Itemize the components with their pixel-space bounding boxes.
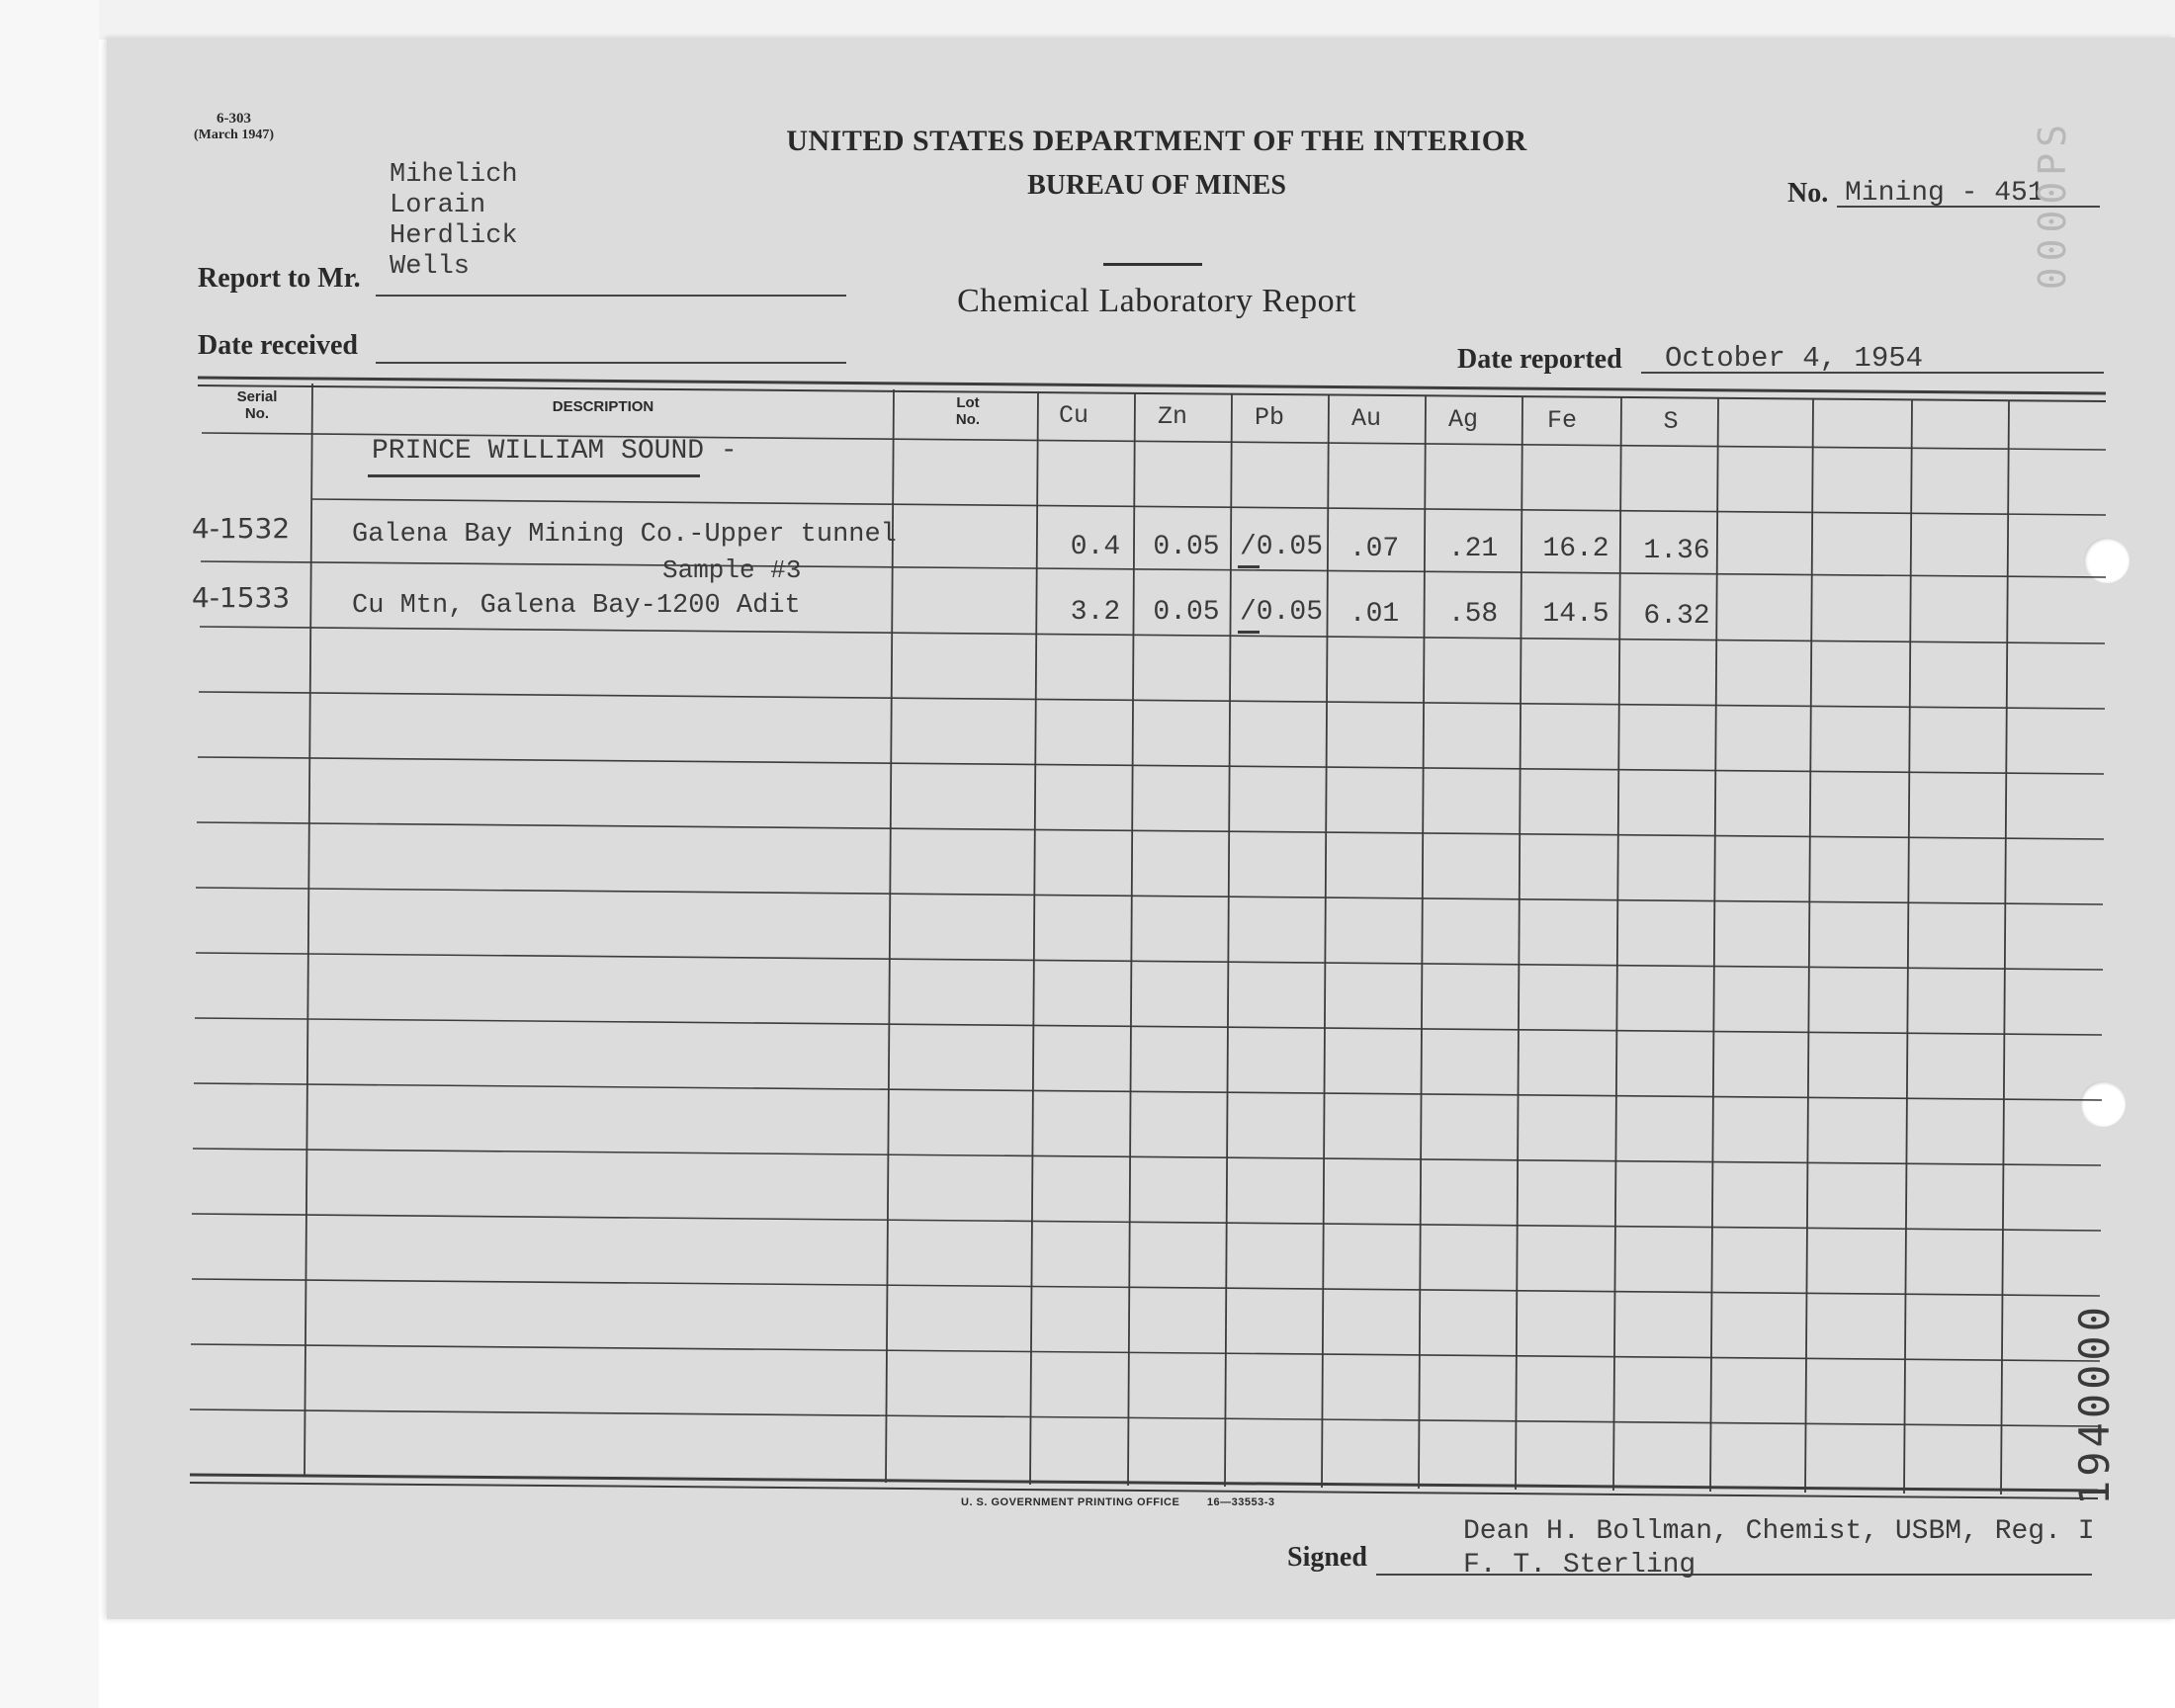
report-number-label: No. (1787, 178, 1829, 209)
section-title-underline (368, 474, 700, 477)
signed-label: Signed (1287, 1542, 1367, 1573)
report-to-name: Herdlick (390, 221, 518, 251)
date-received-label: Date received (198, 330, 358, 361)
report-to-name: Mihelich (390, 160, 518, 190)
table-cell-ag: .58 (1447, 599, 1499, 630)
table-cell-ag: .21 (1447, 534, 1499, 564)
table-cell-zn: 0.05 (1153, 597, 1220, 628)
report-to-name: Wells (390, 252, 471, 282)
printing-office-code: 16—33553-3 (1206, 1496, 1275, 1508)
table-row-serial: 4-1532 (192, 512, 291, 545)
lot-header-label: Lot No. (955, 394, 981, 428)
table-cell-au: .01 (1348, 599, 1400, 630)
report-to-name: Lorain (390, 191, 486, 220)
report-to-label: Report to Mr. (198, 263, 361, 294)
signature-line-1: Dean H. Bollman, Chemist, USBM, Reg. I (1463, 1516, 2095, 1547)
form-number-id: 6-303 (217, 111, 251, 127)
element-header-au: Au (1350, 404, 1381, 433)
printing-office-imprint (961, 1496, 1275, 1508)
date-reported-value: October 4, 1954 (1665, 342, 1924, 375)
table-cell-fe: 14.5 (1542, 599, 1610, 630)
table-cell-au: .07 (1348, 534, 1400, 564)
serial-header (218, 389, 297, 422)
pb-less-than-underline (1238, 631, 1260, 634)
lot-header (943, 395, 993, 428)
pb-less-than-underline (1238, 565, 1260, 568)
element-header-pb: Pb (1254, 403, 1284, 432)
table-cell-pb: /0.05 (1239, 597, 1323, 628)
description-header: DESCRIPTION (552, 398, 654, 415)
report-title: Chemical Laboratory Report (957, 283, 1356, 319)
table-cell-zn: 0.05 (1153, 532, 1220, 562)
printing-office-name: U. S. GOVERNMENT PRINTING OFFICE (961, 1496, 1180, 1508)
form-number-date: (March 1947) (194, 128, 274, 143)
table-cell-s: 1.36 (1643, 536, 1710, 566)
table-cell-fe: 16.2 (1542, 534, 1610, 564)
element-header-s: S (1663, 407, 1679, 436)
table-cell-s: 6.32 (1643, 601, 1710, 632)
element-header-zn: Zn (1157, 402, 1187, 431)
side-stamp-bottom: 1940000 (2070, 1303, 2119, 1506)
section-title: PRINCE WILLIAM SOUND - (372, 436, 738, 467)
element-header-cu: Cu (1058, 401, 1088, 430)
signature-line-2: F. T. Sterling (1463, 1550, 1696, 1580)
date-reported-label: Date reported (1457, 344, 1622, 375)
table-row-description: Galena Bay Mining Co.-Upper tunnel (352, 520, 897, 550)
department-heading: UNITED STATES DEPARTMENT OF THE INTERIOR (786, 125, 1527, 157)
report-number-value: Mining - 451 (1845, 178, 2044, 209)
table-row-description-note: Sample #3 (662, 555, 802, 585)
serial-header-label: Serial No. (236, 388, 278, 422)
element-header-fe: Fe (1546, 406, 1577, 435)
table-row-description: Cu Mtn, Galena Bay-1200 Adit (352, 591, 801, 621)
element-header-ag: Ag (1447, 405, 1478, 434)
side-stamp-top: 0000PS (2031, 119, 2074, 291)
table-row-serial: 4-1533 (192, 581, 291, 614)
bureau-heading: BUREAU OF MINES (1027, 170, 1286, 201)
table-cell-cu: 3.2 (1070, 597, 1121, 628)
table-cell-pb: /0.05 (1239, 532, 1323, 562)
table-cell-cu: 0.4 (1070, 532, 1121, 562)
